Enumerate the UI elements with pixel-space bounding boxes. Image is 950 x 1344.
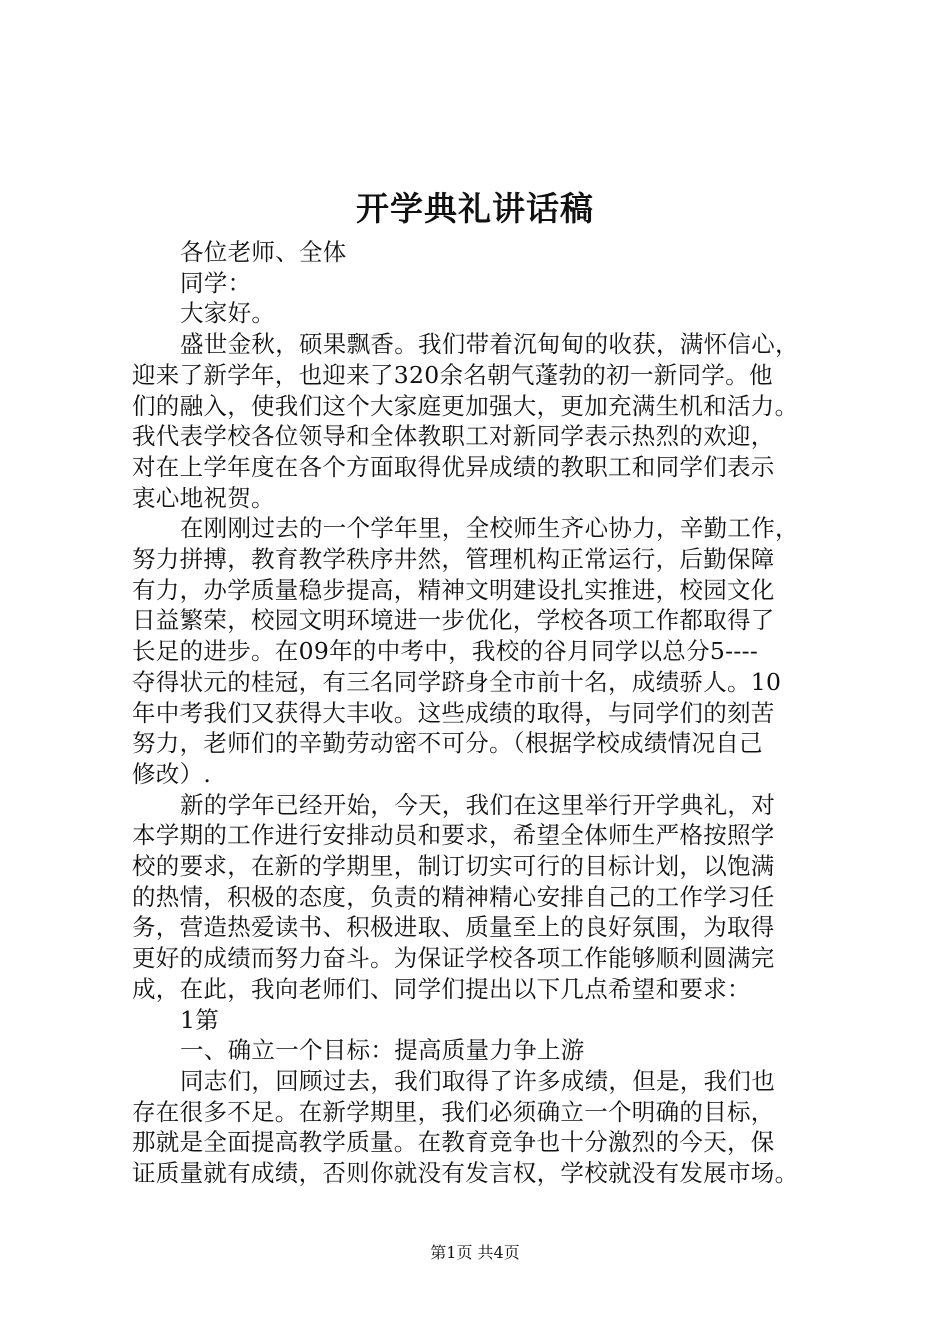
text-line: 成，在此，我向老师们、同学们提出以下几点希望和要求： xyxy=(132,974,751,1003)
text-line: 各位老师、全体 xyxy=(180,238,347,266)
text-line: 存在很多不足。在新学期里，我们必须确立一个明确的目标， xyxy=(132,1097,775,1126)
text-line: 对在上学年度在各个方面取得优异成绩的教职工和同学们表示 xyxy=(132,452,775,481)
text-line: 一、确立一个目标：提高质量力争上游 xyxy=(180,1036,585,1065)
text-line: 同学： xyxy=(180,268,252,297)
text-line: 在刚刚过去的一个学年里，全校师生齐心协力，辛勤工作， xyxy=(180,514,799,543)
text-line: 夺得状元的桂冠，有三名同学跻身全市前十名，成绩骄人。10 xyxy=(132,667,782,696)
text-line: 1第 xyxy=(180,1005,220,1034)
text-line: 校的要求，在新的学期里，制订切实可行的目标计划，以饱满 xyxy=(132,852,775,881)
text-line: 年中考我们又获得大丰收。这些成绩的取得，与同学们的刻苦 xyxy=(132,698,775,727)
text-line: 那就是全面提高教学质量。在教育竞争也十分激烈的今天，保 xyxy=(132,1128,775,1157)
text-line: 迎来了新学年，也迎来了320余名朝气蓬勃的初一新同学。他 xyxy=(132,360,773,389)
text-line: 长足的进步。在09年的中考中，我校的谷月同学以总分5---- xyxy=(132,637,759,666)
text-line: 们的融入，使我们这个大家庭更加强大，更加充满生机和活力。 xyxy=(132,391,799,420)
text-line: 新的学年已经开始，今天，我们在这里举行开学典礼，对 xyxy=(180,790,775,819)
text-line: 证质量就有成绩，否则你就没有发言权，学校就没有发展市场。 xyxy=(132,1159,799,1188)
text-line: 努力，老师们的辛勤劳动密不可分。（根据学校成绩情况自己 xyxy=(132,729,763,758)
text-line: 务，营造热爱读书、积极进取、质量至上的良好氛围，为取得 xyxy=(132,913,775,942)
document-title: 开学典礼讲话稿 xyxy=(356,189,594,228)
document-body xyxy=(132,237,844,1189)
text-line: 日益繁荣，校园文明环境进一步优化，学校各项工作都取得了 xyxy=(132,606,775,635)
text-line: 同志们，回顾过去，我们取得了许多成绩，但是，我们也 xyxy=(180,1066,775,1095)
text-line: 大家好。 xyxy=(180,299,276,328)
text-line: 本学期的工作进行安排动员和要求，希望全体师生严格按照学 xyxy=(132,821,775,850)
text-line: 盛世金秋，硕果飘香。我们带着沉甸甸的收获，满怀信心， xyxy=(180,330,799,359)
text-line: 有力，办学质量稳步提高，精神文明建设扎实推进，校园文化 xyxy=(132,575,775,604)
text-line: 的热情，积极的态度，负责的精神精心安排自己的工作学习任 xyxy=(132,882,775,911)
text-line: 更好的成绩而努力奋斗。为保证学校各项工作能够顺利圆满完 xyxy=(132,944,775,973)
page-footer: 第1页 共4页 xyxy=(430,1243,520,1262)
text-line: 我代表学校各位领导和全体教职工对新同学表示热烈的欢迎， xyxy=(132,422,775,451)
text-line: 修改）. xyxy=(132,759,212,788)
text-line: 衷心地祝贺。 xyxy=(132,483,275,512)
text-line: 努力拼搏，教育教学秩序井然，管理机构正常运行，后勤保障 xyxy=(132,545,775,574)
